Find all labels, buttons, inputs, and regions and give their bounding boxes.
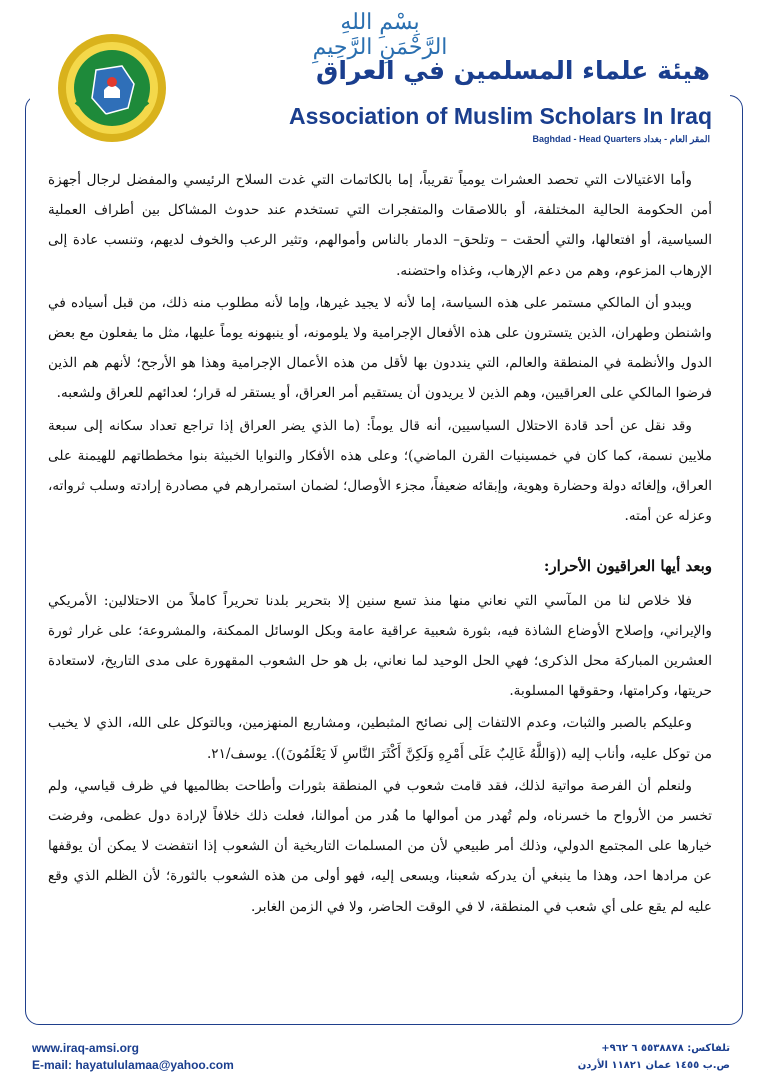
footer-contact-english — [32, 1040, 234, 1074]
paragraph-patience: وعليكم بالصبر والثبات، وعدم الالتفات إلى نصائح المثبطين، ومشاريع المنهزمين، وبالتوكل على الله، الذي لا يخيب من توكل عليه، وأناب إليه ((وَاللَّهُ غَالِبٌ عَلَى أَمْرِهِ وَلَكِنَّ أَكْثَرَ النَّاسِ لَا يَعْلَمُونَ)). يوسف/٢١. — [48, 715, 712, 762]
org-name-arabic: هيئة علماء المسلمين في العراق — [316, 56, 710, 85]
org-name-english: Association of Muslim Scholars In Iraq — [288, 103, 712, 129]
paragraph-opportunity: ولنعلم أن الفرصة مواتية لذلك، فقد قامت شعوب في المنطقة بثورات وأطاحت بظالميها في ظرف قياسي، ولم تخسر من الأرواح ما خسرناه، ولم تُهدر من أموالها ما هُدر من أموالنا، فعلت ذلك خلافاً لإرادة دول عظمى، وفرضت خيارها على المجتمع الدولي، وذلك أمر طبيعي لأن من المسلمات التاريخية أن الشعوب إذا انتفضت لا يمكن أن يوقفها عن مرادها احد، وهذا ما ينبغي أن يدركه شعبنا، ويسعى إليه، فهو أولى من هذه الشعوب بالثورة؛ لأن الظلم الذي وقع عليه لم يقع على أي شعب في المنطقة، لا في الوقت الحاضر، ولا في الزمن الغابر. — [48, 777, 712, 915]
paragraph-liberation: فلا خلاص لنا من المآسي التي نعاني منها منذ تسع سنين إلا بتحرير بلدنا تحريراً كاملاً من الاحتلالين: الأمريكي والإيراني، وإصلاح الأوضاع الشاذة فيه، بثورة شعبية عراقية عامة وبكل الوسائل الممكنة، والمشروعة؛ على غرار ثورة العشرين المباركة محل الذكرى؛ فهي الحل الوحيد لما نعاني، بل هو حل الشعوب المقهورة على مدى التاريخ، لاستعادة حريتها، وكرامتها، وحقوقها المسلوبة. — [48, 592, 712, 700]
basmala-calligraphy: بِسْمِ اللهِ الرَّحْمَنِ الرَّحِيمِ — [312, 10, 448, 60]
association-seal-logo — [56, 32, 168, 144]
po-box: ص.ب ١٤٥٥ عمان ١١٨٢١ الأردن — [577, 1060, 730, 1071]
headquarters-label: Baghdad - Head Quarters المقر العام - بغداد — [532, 134, 710, 144]
paragraph-assassinations: وأما الاغتيالات التي تحصد العشرات يومياً تقريباً، إما بالكاتمات التي غدت السلاح الرئيسي والمفضل لرجال أجهزة أمن الحكومة الحالية المختلفة، أو باللاصقات والمتفجرات التي تستخدم عند حدوث المشاكل بين أطراف العملية السياسية، أو افتعالها، والتي ألحقت – وتلحق– الدمار بالناس وأموالهم، وتثير الرعب والخوف لديهم، وتنسب عادة إلى الإرهاب المزعوم، وهم من دعم الإرهاب، وغذاه واحتضنه. — [48, 172, 712, 279]
website-link[interactable]: www.iraq-amsi.org — [32, 1041, 139, 1055]
phone-fax: تلفاكس: ٥٥٣٨٨٧٨ ٦ ٩٦٢+ — [601, 1043, 730, 1054]
email-link[interactable]: E-mail: hayatululamaa@yahoo.com — [32, 1058, 234, 1072]
letter-body — [48, 165, 712, 924]
paragraph-maliki-policy: ويبدو أن المالكي مستمر على هذه السياسة، إما لأنه لا يجيد غيرها، وإما لأنه مطلوب منه ذلك، من قبل أسياده في واشنطن وطهران، الذين يتسترون على هذه الأفعال الإجرامية ولا يلومونه، أو ينبهونه يوماً عليها، مثل ما يفعلون مع بعض الدول والأنظمة في المنطقة والعالم، التي ينددون بها لأقل من هذه الأعمال الإجرامية وهذا هو الأرجح؛ لأنهم هم الذين فرضوا المالكي على العراقيين، وهم الذين لا يريدون أن يستقيم أمر العراق، أو يستقر له قرار؛ لعدائهم للعراق ولشعبه. — [48, 294, 712, 402]
footer-contact-arabic — [578, 1040, 730, 1074]
paragraph-occupation-quote: وقد نقل عن أحد قادة الاحتلال السياسيين، أنه قال يوماً: (ما الذي يضر العراق إذا تراجع تعداد سكانه إلى سبعة ملايين نسمة، كما كان في خمسينيات القرن الماضي)؛ وعلى هذه الأفكار والنوايا الخبيثة بنوا مخططاتهم للهيمنة على العراق، وإلغائه دولة وحضارة وهوية، وإبقائه ضعيفاً، مجزء الأوصال؛ لضمان استمرارهم في مصادرة إرادته وسلب ثرواته، وعزله عن أمته. — [48, 417, 712, 525]
section-heading: وبعد أيها العراقيون الأحرار: — [543, 557, 712, 576]
